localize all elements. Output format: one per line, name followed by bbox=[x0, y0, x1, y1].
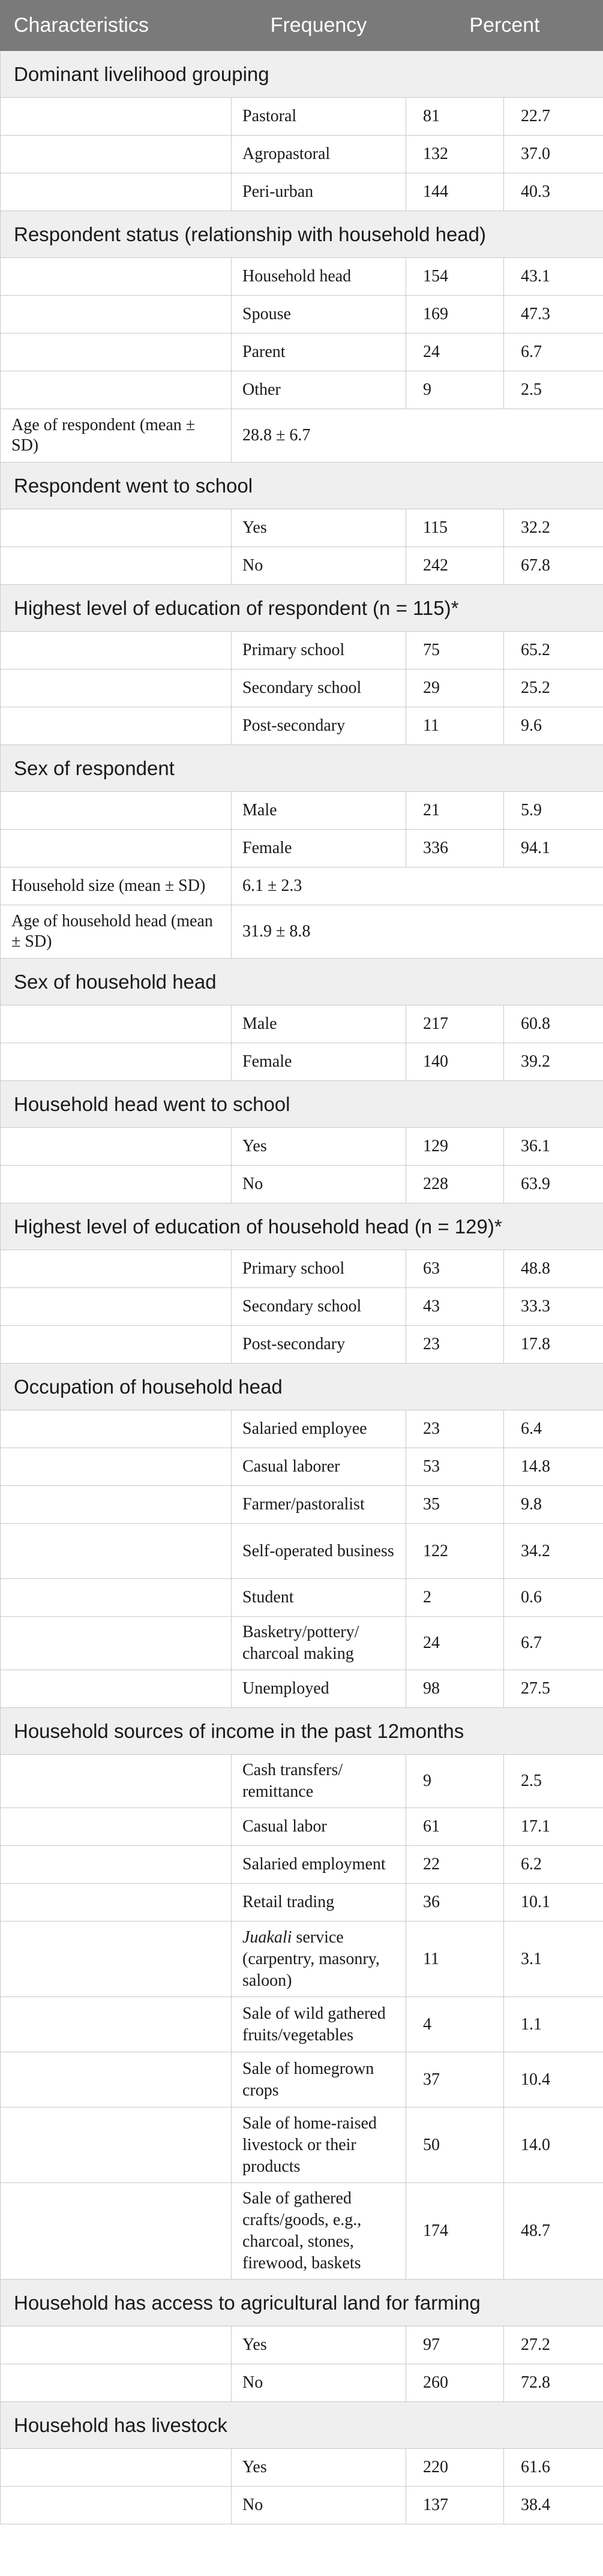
stat-label: Household size (mean ± SD) bbox=[1, 867, 232, 905]
table-row bbox=[1, 1997, 603, 2052]
table-row bbox=[1, 2487, 603, 2524]
empty-cell bbox=[1, 334, 232, 371]
section-row bbox=[1, 51, 603, 98]
percent-value: 40.3 bbox=[504, 173, 603, 211]
category-label: Male bbox=[232, 1005, 406, 1043]
percent-value: 72.8 bbox=[504, 2364, 603, 2402]
category-label: Post-secondary bbox=[232, 707, 406, 745]
section-row bbox=[1, 211, 603, 258]
section-title: Highest level of education of respondent (n = 115)* bbox=[1, 585, 603, 632]
section-row bbox=[1, 1708, 603, 1755]
table-row bbox=[1, 2449, 603, 2487]
percent-value: 6.7 bbox=[504, 334, 603, 371]
empty-cell bbox=[1, 258, 232, 296]
category-label: Primary school bbox=[232, 1250, 406, 1288]
table-body bbox=[1, 51, 603, 2524]
table-row bbox=[1, 173, 603, 211]
table-row bbox=[1, 258, 603, 296]
frequency-value: 37 bbox=[406, 2052, 504, 2107]
section-row bbox=[1, 463, 603, 509]
frequency-value: 122 bbox=[406, 1524, 504, 1579]
category-label: Yes bbox=[232, 509, 406, 547]
empty-cell bbox=[1, 1326, 232, 1364]
section-row bbox=[1, 745, 603, 792]
table-row bbox=[1, 2326, 603, 2364]
frequency-value: 220 bbox=[406, 2449, 504, 2487]
empty-cell bbox=[1, 136, 232, 173]
empty-cell bbox=[1, 669, 232, 707]
empty-cell bbox=[1, 1128, 232, 1166]
frequency-value: 11 bbox=[406, 707, 504, 745]
table-row bbox=[1, 669, 603, 707]
percent-value: 36.1 bbox=[504, 1128, 603, 1166]
frequency-value: 43 bbox=[406, 1288, 504, 1326]
category-label: No bbox=[232, 2487, 406, 2524]
frequency-value: 169 bbox=[406, 296, 504, 334]
table-row bbox=[1, 2183, 603, 2280]
section-row bbox=[1, 585, 603, 632]
frequency-value: 98 bbox=[406, 1670, 504, 1708]
category-label: Pastoral bbox=[232, 98, 406, 136]
section-title: Dominant livelihood grouping bbox=[1, 51, 603, 98]
empty-cell bbox=[1, 1846, 232, 1884]
table-row bbox=[1, 2364, 603, 2402]
percent-value: 34.2 bbox=[504, 1524, 603, 1579]
empty-cell bbox=[1, 2052, 232, 2107]
table-row bbox=[1, 2052, 603, 2107]
category-label: Salaried employee bbox=[232, 1410, 406, 1448]
percent-value: 14.0 bbox=[504, 2107, 603, 2183]
empty-cell bbox=[1, 2449, 232, 2487]
frequency-value: 336 bbox=[406, 830, 504, 867]
frequency-value: 23 bbox=[406, 1410, 504, 1448]
table-row bbox=[1, 830, 603, 867]
percent-value: 32.2 bbox=[504, 509, 603, 547]
empty-cell bbox=[1, 1808, 232, 1846]
empty-cell bbox=[1, 1250, 232, 1288]
frequency-value: 174 bbox=[406, 2183, 504, 2280]
frequency-value: 132 bbox=[406, 136, 504, 173]
section-title: Sex of household head bbox=[1, 959, 603, 1005]
percent-value: 48.8 bbox=[504, 1250, 603, 1288]
stat-label: Age of respondent (mean ± SD) bbox=[1, 409, 232, 463]
empty-cell bbox=[1, 98, 232, 136]
table-row bbox=[1, 1250, 603, 1288]
category-label-rest: service (carpentry, masonry, saloon) bbox=[242, 1928, 380, 1990]
category-label: Yes bbox=[232, 2326, 406, 2364]
percent-value: 43.1 bbox=[504, 258, 603, 296]
summary-stat-row bbox=[1, 409, 603, 463]
table-row bbox=[1, 1166, 603, 1203]
empty-cell bbox=[1, 173, 232, 211]
table-row bbox=[1, 1448, 603, 1486]
empty-cell bbox=[1, 2326, 232, 2364]
empty-cell bbox=[1, 1166, 232, 1203]
table-row bbox=[1, 792, 603, 830]
frequency-value: 21 bbox=[406, 792, 504, 830]
table-row bbox=[1, 1288, 603, 1326]
table-row bbox=[1, 1755, 603, 1808]
empty-cell bbox=[1, 1670, 232, 1708]
category-label bbox=[232, 1922, 406, 1997]
section-title: Household has access to agricultural land for farming bbox=[1, 2280, 603, 2326]
empty-cell bbox=[1, 792, 232, 830]
category-label: Yes bbox=[232, 1128, 406, 1166]
frequency-value: 61 bbox=[406, 1808, 504, 1846]
table-row bbox=[1, 1524, 603, 1579]
percent-value: 10.1 bbox=[504, 1884, 603, 1922]
empty-cell bbox=[1, 1884, 232, 1922]
empty-cell bbox=[1, 2487, 232, 2524]
frequency-value: 217 bbox=[406, 1005, 504, 1043]
percent-value: 25.2 bbox=[504, 669, 603, 707]
category-label: Self-operated business bbox=[232, 1524, 406, 1579]
section-row bbox=[1, 1364, 603, 1410]
percent-value: 1.1 bbox=[504, 1997, 603, 2052]
percent-value: 33.3 bbox=[504, 1288, 603, 1326]
stat-value: 6.1 ± 2.3 bbox=[232, 867, 603, 905]
section-title: Respondent went to school bbox=[1, 463, 603, 509]
category-label: Sale of home-raised livestock or their products bbox=[232, 2107, 406, 2183]
section-title: Household head went to school bbox=[1, 1081, 603, 1128]
section-title: Highest level of education of household head (n = 129)* bbox=[1, 1203, 603, 1250]
stat-value: 31.9 ± 8.8 bbox=[232, 905, 603, 959]
table-row bbox=[1, 707, 603, 745]
category-label: Basketry/pottery/ charcoal making bbox=[232, 1617, 406, 1670]
stat-label: Age of household head (mean ± SD) bbox=[1, 905, 232, 959]
percent-value: 38.4 bbox=[504, 2487, 603, 2524]
category-label: Secondary school bbox=[232, 669, 406, 707]
percent-value: 0.6 bbox=[504, 1579, 603, 1617]
percent-value: 9.6 bbox=[504, 707, 603, 745]
section-row bbox=[1, 1081, 603, 1128]
empty-cell bbox=[1, 632, 232, 669]
category-label: Farmer/pastoralist bbox=[232, 1486, 406, 1524]
empty-cell bbox=[1, 1579, 232, 1617]
category-label-italic: Juakali bbox=[242, 1928, 292, 1947]
header-frequency: Frequency bbox=[232, 1, 406, 51]
table-row bbox=[1, 334, 603, 371]
percent-value: 6.2 bbox=[504, 1846, 603, 1884]
percent-value: 3.1 bbox=[504, 1922, 603, 1997]
category-label: No bbox=[232, 547, 406, 585]
category-label: Casual labor bbox=[232, 1808, 406, 1846]
section-title: Sex of respondent bbox=[1, 745, 603, 792]
table-row bbox=[1, 98, 603, 136]
percent-value: 67.8 bbox=[504, 547, 603, 585]
table-row bbox=[1, 1922, 603, 1997]
percent-value: 39.2 bbox=[504, 1043, 603, 1081]
category-label: Yes bbox=[232, 2449, 406, 2487]
frequency-value: 11 bbox=[406, 1922, 504, 1997]
percent-value: 5.9 bbox=[504, 792, 603, 830]
category-label: Male bbox=[232, 792, 406, 830]
category-label: No bbox=[232, 2364, 406, 2402]
category-label: Salaried employment bbox=[232, 1846, 406, 1884]
frequency-value: 154 bbox=[406, 258, 504, 296]
section-title: Household sources of income in the past 12months bbox=[1, 1708, 603, 1755]
empty-cell bbox=[1, 1410, 232, 1448]
category-label: Parent bbox=[232, 334, 406, 371]
empty-cell bbox=[1, 707, 232, 745]
frequency-value: 36 bbox=[406, 1884, 504, 1922]
frequency-value: 4 bbox=[406, 1997, 504, 2052]
percent-value: 27.2 bbox=[504, 2326, 603, 2364]
table-row bbox=[1, 1326, 603, 1364]
category-label: Household head bbox=[232, 258, 406, 296]
empty-cell bbox=[1, 1288, 232, 1326]
percent-value: 2.5 bbox=[504, 371, 603, 409]
empty-cell bbox=[1, 830, 232, 867]
table-row bbox=[1, 1486, 603, 1524]
table-row bbox=[1, 1128, 603, 1166]
empty-cell bbox=[1, 1448, 232, 1486]
table-row bbox=[1, 1846, 603, 1884]
category-label: Unemployed bbox=[232, 1670, 406, 1708]
empty-cell bbox=[1, 1005, 232, 1043]
percent-value: 17.8 bbox=[504, 1326, 603, 1364]
frequency-value: 63 bbox=[406, 1250, 504, 1288]
frequency-value: 22 bbox=[406, 1846, 504, 1884]
frequency-value: 9 bbox=[406, 1755, 504, 1808]
empty-cell bbox=[1, 1043, 232, 1081]
empty-cell bbox=[1, 509, 232, 547]
table-row bbox=[1, 1410, 603, 1448]
frequency-value: 24 bbox=[406, 334, 504, 371]
percent-value: 60.8 bbox=[504, 1005, 603, 1043]
category-label: No bbox=[232, 1166, 406, 1203]
percent-value: 2.5 bbox=[504, 1755, 603, 1808]
table-row bbox=[1, 1579, 603, 1617]
frequency-value: 75 bbox=[406, 632, 504, 669]
section-title: Occupation of household head bbox=[1, 1364, 603, 1410]
table-row bbox=[1, 1617, 603, 1670]
table-row bbox=[1, 509, 603, 547]
frequency-value: 53 bbox=[406, 1448, 504, 1486]
percent-value: 63.9 bbox=[504, 1166, 603, 1203]
frequency-value: 115 bbox=[406, 509, 504, 547]
section-title: Respondent status (relationship with household head) bbox=[1, 211, 603, 258]
table-row bbox=[1, 2107, 603, 2183]
section-row bbox=[1, 959, 603, 1005]
frequency-value: 137 bbox=[406, 2487, 504, 2524]
table-row bbox=[1, 1670, 603, 1708]
empty-cell bbox=[1, 2364, 232, 2402]
category-label: Sale of wild gathered fruits/vegetables bbox=[232, 1997, 406, 2052]
empty-cell bbox=[1, 1524, 232, 1579]
percent-value: 37.0 bbox=[504, 136, 603, 173]
empty-cell bbox=[1, 296, 232, 334]
frequency-value: 129 bbox=[406, 1128, 504, 1166]
category-label: Sale of homegrown crops bbox=[232, 2052, 406, 2107]
stat-value: 28.8 ± 6.7 bbox=[232, 409, 603, 463]
percent-value: 14.8 bbox=[504, 1448, 603, 1486]
percent-value: 6.4 bbox=[504, 1410, 603, 1448]
category-label: Retail trading bbox=[232, 1884, 406, 1922]
percent-value: 6.7 bbox=[504, 1617, 603, 1670]
percent-value: 65.2 bbox=[504, 632, 603, 669]
header-characteristics: Characteristics bbox=[1, 1, 232, 51]
frequency-value: 2 bbox=[406, 1579, 504, 1617]
table-row bbox=[1, 547, 603, 585]
category-label: Primary school bbox=[232, 632, 406, 669]
category-label: Agropastoral bbox=[232, 136, 406, 173]
table-row bbox=[1, 371, 603, 409]
empty-cell bbox=[1, 371, 232, 409]
frequency-value: 97 bbox=[406, 2326, 504, 2364]
table-row bbox=[1, 1043, 603, 1081]
frequency-value: 81 bbox=[406, 98, 504, 136]
table-row bbox=[1, 1005, 603, 1043]
frequency-value: 35 bbox=[406, 1486, 504, 1524]
table-row bbox=[1, 136, 603, 173]
percent-value: 48.7 bbox=[504, 2183, 603, 2280]
section-row bbox=[1, 2280, 603, 2326]
percent-value: 94.1 bbox=[504, 830, 603, 867]
table-row bbox=[1, 1808, 603, 1846]
header-percent: Percent bbox=[406, 1, 603, 51]
category-label: Casual laborer bbox=[232, 1448, 406, 1486]
percent-value: 61.6 bbox=[504, 2449, 603, 2487]
empty-cell bbox=[1, 1486, 232, 1524]
frequency-value: 144 bbox=[406, 173, 504, 211]
table-row bbox=[1, 296, 603, 334]
category-label: Female bbox=[232, 1043, 406, 1081]
category-label: Peri-urban bbox=[232, 173, 406, 211]
frequency-value: 29 bbox=[406, 669, 504, 707]
empty-cell bbox=[1, 1617, 232, 1670]
frequency-value: 24 bbox=[406, 1617, 504, 1670]
table-header-row bbox=[1, 1, 603, 51]
empty-cell bbox=[1, 1997, 232, 2052]
percent-value: 22.7 bbox=[504, 98, 603, 136]
percent-value: 47.3 bbox=[504, 296, 603, 334]
percent-value: 9.8 bbox=[504, 1486, 603, 1524]
summary-stat-row bbox=[1, 867, 603, 905]
empty-cell bbox=[1, 2107, 232, 2183]
section-row bbox=[1, 2402, 603, 2449]
category-label: Secondary school bbox=[232, 1288, 406, 1326]
category-label: Other bbox=[232, 371, 406, 409]
empty-cell bbox=[1, 2183, 232, 2280]
category-label: Sale of gathered crafts/goods, e.g., charcoal, stones, firewood, baskets bbox=[232, 2183, 406, 2280]
section-title: Household has livestock bbox=[1, 2402, 603, 2449]
frequency-value: 140 bbox=[406, 1043, 504, 1081]
frequency-value: 260 bbox=[406, 2364, 504, 2402]
section-row bbox=[1, 1203, 603, 1250]
table-row bbox=[1, 632, 603, 669]
table-row bbox=[1, 1884, 603, 1922]
frequency-value: 23 bbox=[406, 1326, 504, 1364]
empty-cell bbox=[1, 1922, 232, 1997]
frequency-value: 50 bbox=[406, 2107, 504, 2183]
category-label: Student bbox=[232, 1579, 406, 1617]
frequency-value: 9 bbox=[406, 371, 504, 409]
summary-stat-row bbox=[1, 905, 603, 959]
category-label: Post-secondary bbox=[232, 1326, 406, 1364]
frequency-value: 228 bbox=[406, 1166, 504, 1203]
category-label: Spouse bbox=[232, 296, 406, 334]
frequency-value: 242 bbox=[406, 547, 504, 585]
percent-value: 10.4 bbox=[504, 2052, 603, 2107]
empty-cell bbox=[1, 547, 232, 585]
empty-cell bbox=[1, 1755, 232, 1808]
percent-value: 17.1 bbox=[504, 1808, 603, 1846]
percent-value: 27.5 bbox=[504, 1670, 603, 1708]
category-label: Female bbox=[232, 830, 406, 867]
category-label: Cash transfers/ remittance bbox=[232, 1755, 406, 1808]
